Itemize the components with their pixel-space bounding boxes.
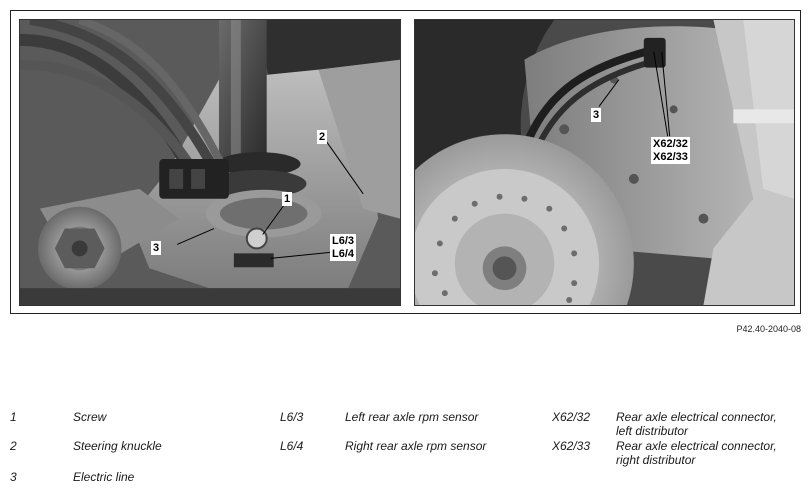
legend-label-electric-line: Electric line	[73, 470, 135, 484]
legend-label-right-rpm-sensor: Right rear axle rpm sensor	[345, 439, 487, 453]
legend-key-l6-3: L6/3	[280, 410, 304, 424]
legend-label-left-rpm-sensor: Left rear axle rpm sensor	[345, 410, 479, 424]
legend-key-l6-4: L6/4	[280, 439, 304, 453]
callout-3: 3	[153, 242, 160, 254]
legend-key-x62-32: X62/32	[552, 410, 591, 424]
left-photo-illustration	[20, 20, 400, 305]
right-photo-illustration	[415, 20, 794, 305]
left-photo	[19, 19, 401, 306]
legend-key-x62-33: X62/33	[552, 439, 591, 453]
legend-label-right-distributor-line1: Rear axle electrical connector,	[616, 439, 777, 453]
figure-reference-code: P42.40-2040-08	[736, 324, 801, 334]
legend-label-screw: Screw	[73, 410, 107, 424]
legend-label-right-distributor-line2: right distributor	[616, 453, 696, 467]
legend-key-1: 1	[10, 410, 17, 424]
callout-1: 1	[284, 193, 291, 205]
figure-frame	[10, 10, 801, 314]
callout-x62-32: X62/32	[653, 138, 688, 150]
callout-right-3: 3	[593, 109, 600, 121]
legend-key-3: 3	[10, 470, 17, 484]
legend-label-steering-knuckle: Steering knuckle	[73, 439, 162, 453]
right-photo	[414, 19, 795, 306]
callout-l6-4: L6/4	[332, 248, 355, 260]
callout-x62-33: X62/33	[653, 151, 688, 163]
callout-l6-3: L6/3	[332, 235, 355, 247]
callout-2: 2	[319, 131, 326, 143]
legend-key-2: 2	[10, 439, 17, 453]
legend-label-left-distributor-line2: left distributor	[616, 424, 689, 438]
legend-label-left-distributor-line1: Rear axle electrical connector,	[616, 410, 777, 424]
